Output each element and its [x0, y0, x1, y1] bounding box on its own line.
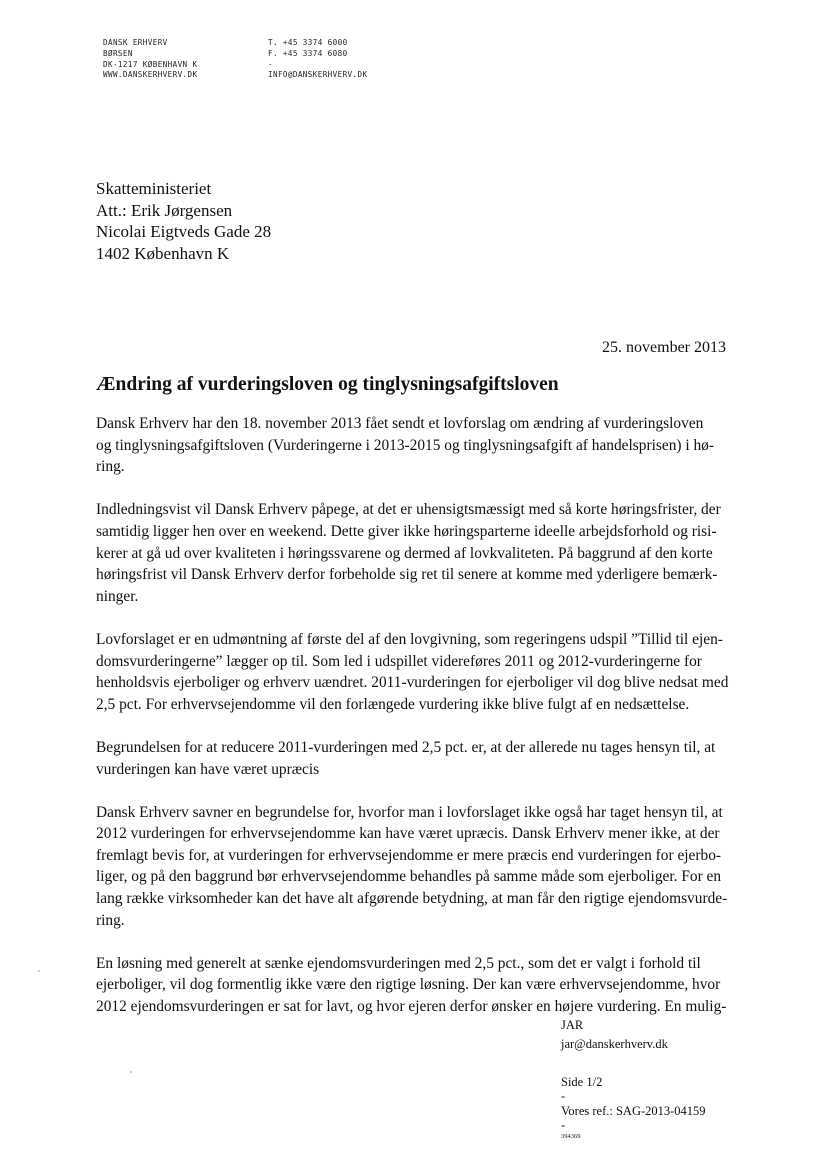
letter-body: [96, 413, 736, 1039]
text-line: fremlagt bevis for, at vurderingen for erhvervsejendomme er mere præcis end vurderingen for ejerbo-: [96, 846, 722, 864]
footer-email: jar@danskerhverv.dk: [561, 1037, 668, 1051]
text-line: 2012 ejendomsvurderingen er sat for lavt, og hvor ejeren derfor ønsker en højere vurdering. En mulig-: [96, 998, 727, 1016]
footer-initials: JAR: [561, 1018, 584, 1032]
paragraph: [96, 629, 736, 715]
letterhead-phone: T. +45 3374 6000: [268, 38, 348, 47]
footer-dash: -: [561, 1089, 566, 1103]
letterhead-email: INFO@DANSKERHVERV.DK: [268, 70, 368, 80]
letterhead-address: [103, 38, 197, 81]
recipient-att: Att.: Erik Jørgensen: [96, 200, 233, 220]
text-line: 2,5 pct. For erhvervsejendomme vil den forlængede vurdering ikke blive fulgt af en nedsættelse.: [96, 695, 690, 713]
letter-date: 25. november 2013: [602, 339, 726, 356]
text-line: henholdsvis ejerboliger og erhverv uændret. 2011-vurderingen for ejerboliger vil dog blive nedsat med: [96, 674, 729, 692]
paragraph: [96, 413, 736, 478]
text-line: Begrundelsen for at reducere 2011-vurderingen med 2,5 pct. er, at der allerede nu tages hensyn til, at: [96, 738, 716, 756]
recipient-name: Skatteministeriet: [96, 179, 212, 198]
recipient-street: Nicolai Eigtveds Gade 28: [96, 222, 272, 241]
letter-footer: [561, 1016, 706, 1143]
text-line: samtidig ligger hen over en weekend. Dette giver ikke høringsparterne ideelle arbejdsforhold og risi-: [96, 522, 717, 540]
letterhead-separator: -: [268, 59, 273, 69]
letterhead-company: DANSK ERHVERV: [103, 38, 168, 47]
text-line: ring.: [96, 458, 125, 476]
text-line: Lovforslaget er en udmøntning af første del af den lovgivning, som regeringens udspil ”Tillid til ejen-: [96, 630, 723, 648]
letterhead-fax: F. +45 3374 6080: [268, 48, 348, 58]
letterhead-city: DK-1217 KØBENHAVN K: [103, 59, 198, 69]
text-line: Indledningsvist vil Dansk Erhverv påpege, at det er uhensigtsmæssigt med så korte høringsfrister, der: [96, 501, 721, 519]
footer-docno: 394369: [561, 1133, 581, 1140]
text-line: kerer at gå ud over kvaliteten i høringssvarene og dermed af lovkvaliteten. På baggrund af den korte: [96, 544, 713, 562]
scan-speck: [130, 1071, 132, 1073]
letterhead-website: WWW.DANSKERHVERV.DK: [103, 70, 198, 80]
text-line: liger, og på den baggrund bør erhvervsejendomme behandles på samme måde som ejerboliger. For en: [96, 868, 722, 886]
text-line: En løsning med generelt at sænke ejendomsvurderingen med 2,5 pct., som det er valgt i forhold til: [96, 954, 701, 972]
text-line: og tinglysningsafgiftsloven (Vurderingerne i 2013-2015 og tinglysningsafgift af handelsprisen) i hø-: [96, 436, 715, 454]
text-line: ninger.: [96, 587, 139, 605]
text-line: høringsfrist vil Dansk Erhverv derfor forbeholde sig ret til senere at komme med yderligere bemærk-: [96, 566, 718, 584]
paragraph: [96, 499, 736, 607]
scan-speck: [38, 970, 40, 972]
text-line: Dansk Erhverv savner en begrundelse for, hvorfor man i lovforslaget ikke også har taget hensyn til, at: [96, 803, 723, 821]
text-line: ejerboliger, vil dog formentlig ikke være den rigtige løsning. Der kan være erhvervsejendomme, hvor: [96, 976, 721, 994]
text-line: vurderingen kan have været upræcis: [96, 760, 320, 778]
recipient-city: 1402 København K: [96, 243, 230, 263]
paragraph: [96, 802, 736, 932]
recipient-address: [96, 178, 271, 264]
text-line: domsvurderingerne” lægger op til. Som led i udspillet videreføres 2011 og 2012-vurderingerne for: [96, 652, 702, 670]
text-line: 2012 vurderingen for erhvervsejendomme kan have været upræcis. Dansk Erhverv mener ikke, at der: [96, 825, 720, 843]
letterhead-contact: [268, 38, 367, 81]
text-line: lang række virksomheder kan det have alt afgørende betydning, at man får den rigtige ejendomsvurde-: [96, 890, 728, 908]
footer-spacer: [561, 1054, 706, 1073]
letterhead-building: BØRSEN: [103, 48, 133, 58]
text-line: Dansk Erhverv har den 18. november 2013 fået sendt et lovforslag om ændring af vurderingsloven: [96, 415, 704, 432]
text-line: ring.: [96, 911, 125, 929]
letter-title: Ændring af vurderingsloven og tinglysningsafgiftsloven: [96, 374, 559, 395]
footer-page: Side 1/2: [561, 1075, 603, 1089]
paragraph: [96, 737, 736, 780]
paragraph: [96, 953, 736, 1018]
footer-ref: Vores ref.: SAG-2013-04159: [561, 1104, 706, 1118]
footer-dash: -: [561, 1118, 566, 1132]
